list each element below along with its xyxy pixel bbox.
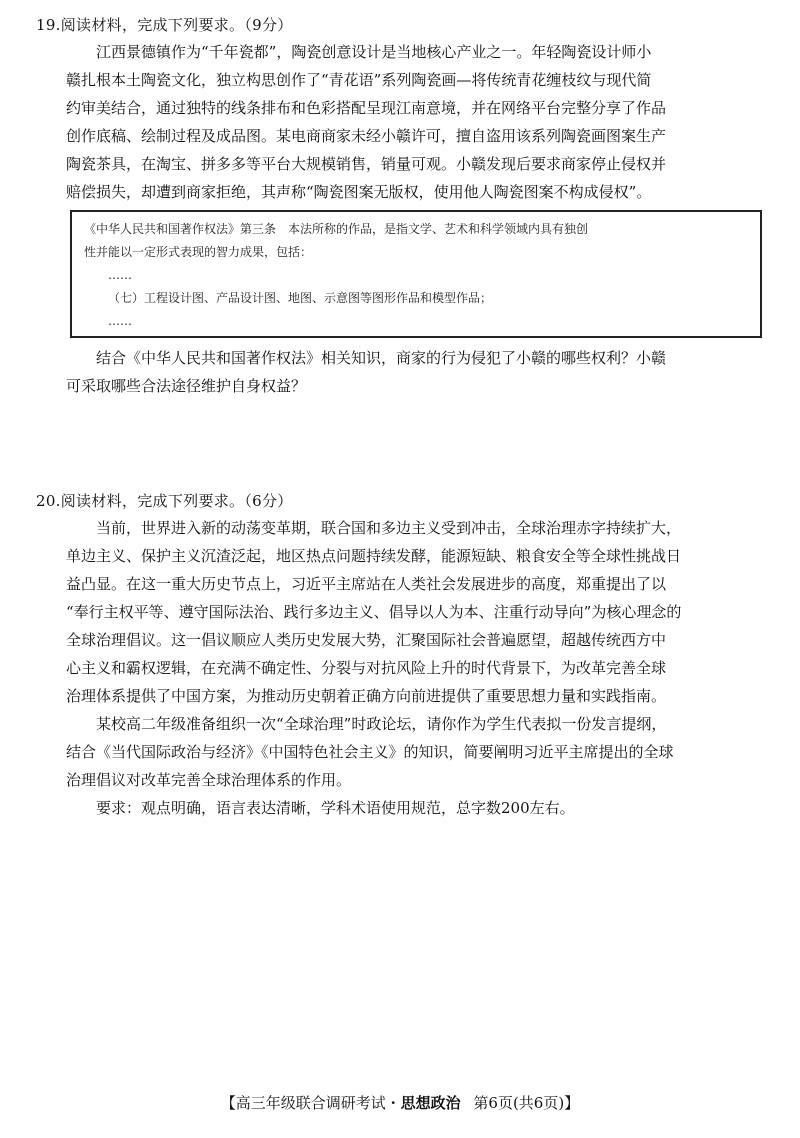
law-excerpt-ellipsis: ……: [108, 314, 132, 328]
question-19-task: [66, 344, 772, 400]
law-excerpt-box: [70, 210, 762, 338]
material-line: 心主义和霸权逻辑，在充满不确定性、分裂与对抗风险上升的时代背景下，为改革完善全球: [66, 659, 667, 677]
footer-exam-name: 高三年级联合调研考试: [235, 1094, 386, 1112]
material-line: 赣扎根本土陶瓷文化，独立构思创作了“青花语”系列陶瓷画—将传统青花缠枝纹与现代简: [66, 71, 652, 89]
law-excerpt-item: （七）工程设计图、产品设计图、地图、示意图等图形作品和模型作品；: [108, 291, 493, 305]
material-line: 江西景德镇作为“千年瓷都”，陶瓷创意设计是当地核心产业之一。年轻陶瓷设计师小: [96, 43, 652, 61]
material-line: 赔偿损失，却遭到商家拒绝，其声称“陶瓷图案无版权，使用他人陶瓷图案不构成侵权”。: [66, 183, 652, 201]
task-line: 某校高二年级准备组织一次“全球治理”时政论坛，请你作为学生代表拟一份发言提纲，: [96, 715, 667, 733]
footer-bracket-right: 】: [564, 1094, 580, 1112]
material-line: “奉行主权平等、遵守国际法治、践行多边主义、倡导以人为本、注重行动导向”为核心理念的: [66, 603, 682, 621]
material-line: 创作底稿、绘制过程及成品图。某电商商家未经小赣许可，擅自盗用该系列陶瓷画图案生产: [66, 127, 667, 145]
page-footer: [0, 1092, 800, 1113]
law-excerpt-line: 《中华人民共和国著作权法》第三条 本法所称的作品，是指文学、艺术和科学领域内具有独创: [84, 222, 589, 236]
material-line: 全球治理倡议。这一倡议顺应人类历史发展大势，汇聚国际社会普遍愿望，超越传统西方中: [66, 631, 667, 649]
law-excerpt-line: 性并能以一定形式表现的智力成果，包括：: [84, 245, 313, 259]
question-20-header: 20.阅读材料，完成下列要求。（6分）: [36, 492, 293, 510]
question-19-header: 19.阅读材料，完成下列要求。（9分）: [36, 16, 293, 34]
footer-dot: ·: [390, 1094, 396, 1112]
material-line: 当前，世界进入新的动荡变革期，联合国和多边主义受到冲击，全球治理赤字持续扩大，: [96, 519, 682, 537]
material-line: 陶瓷茶具，在淘宝、拼多多等平台大规模销售，销量可观。小赣发现后要求商家停止侵权并: [66, 155, 667, 173]
material-line: 单边主义、保护主义沉渣泛起，地区热点问题持续发酵，能源短缺、粮食安全等全球性挑战日: [66, 547, 682, 565]
material-line: 治理体系提供了中国方案，为推动历史朝着正确方向前进提供了重要思想力量和实践指南。: [66, 687, 667, 705]
task-line: 结合《中华人民共和国著作权法》相关知识，商家的行为侵犯了小赣的哪些权利？小赣: [96, 349, 667, 367]
footer-bracket-left: 【: [220, 1094, 236, 1112]
question-19-material: [66, 38, 772, 206]
footer-subject: 思想政治: [400, 1094, 461, 1112]
task-line: 结合《当代国际政治与经济》《中国特色社会主义》的知识，简要阐明习近平主席提出的全球: [66, 743, 674, 761]
law-excerpt-ellipsis: ……: [108, 268, 132, 282]
question-20-material: [66, 514, 772, 822]
material-line: 益凸显。在这一重大历史节点上，习近平主席站在人类社会发展进步的高度，郑重提出了以: [66, 575, 667, 593]
material-line: 约审美结合，通过独特的线条排布和色彩搭配呈现江南意境，并在网络平台完整分享了作品: [66, 99, 667, 117]
requirement-line: 要求：观点明确，语言表达清晰，学科术语使用规范，总字数200左右。: [96, 799, 575, 817]
task-line: 治理倡议对改革完善全球治理体系的作用。: [66, 771, 352, 789]
task-line: 可采取哪些合法途径维护自身权益？: [66, 377, 307, 395]
footer-page-number: 第6页(共6页): [473, 1094, 565, 1112]
